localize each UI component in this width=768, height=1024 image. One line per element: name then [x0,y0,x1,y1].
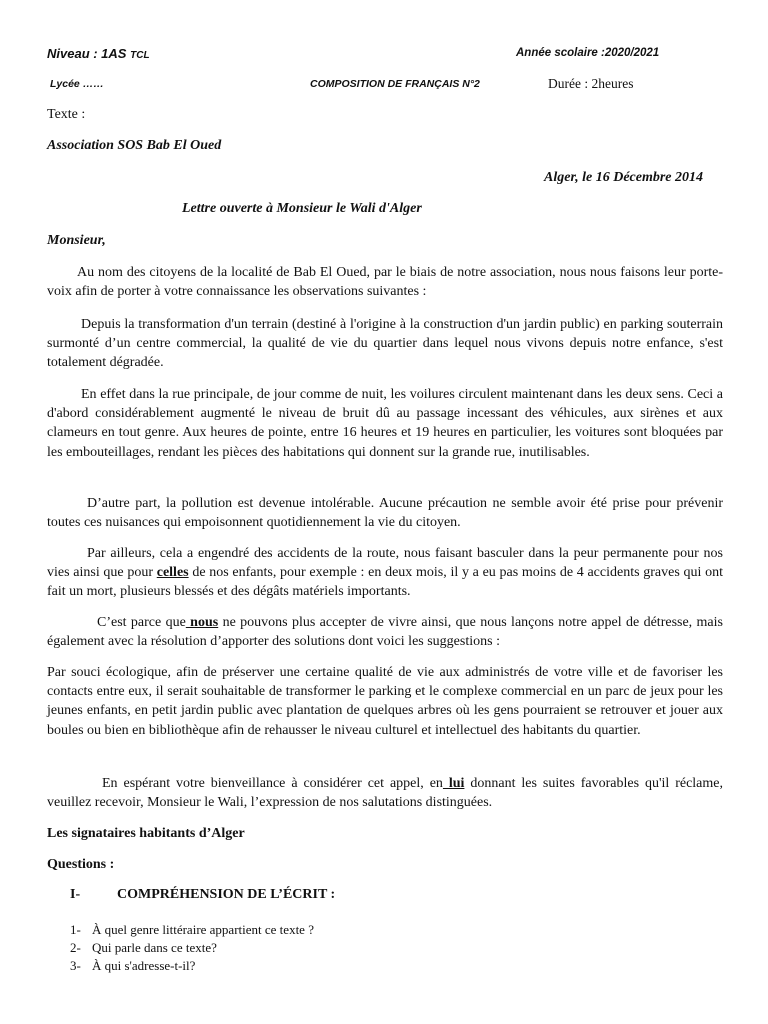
salutation: Monsieur, [47,233,106,248]
question-number: 3- [70,958,81,973]
composition-title: COMPOSITION DE FRANÇAIS N°2 [310,78,480,90]
question-text: À quel genre littéraire appartient ce texte ? [92,922,314,937]
paragraph-7: Par souci écologique, afin de préserver une certaine qualité de vie aux administrés de votre ville et de favoriser les contacts entre eux, il serait souhaitable de transformer le parking et le complexe commercial en un parc de jeux pour les jeunes enfants, en petit jardin public avec plantation de quelques arbres où les gens pourraient se retrouver et jouer aux boules ou bien en bibliothèque afin de rehausser le niveau culturel et intellectuel des habitants du quartier. [47,665,723,738]
paragraph-6-underlined: nous [185,615,219,630]
question-text: À qui s'adresse-t-il? [92,958,196,973]
paragraph-8 [47,774,723,812]
question-text: Qui parle dans ce texte? [92,940,217,955]
paragraph-5-text-a: Par ailleurs, cela a engendré des accidents de la route, nous faisant basculer dans la peur permanente pour nos vies ainsi que pour [47,546,723,581]
question-number: 2- [70,940,81,955]
paragraph-6-text-a: C’est parce que [97,615,186,630]
section-number: I- [70,887,81,902]
question-number: 1- [70,922,81,937]
paragraph-2: Depuis la transformation d'un terrain (destiné à l'origine à la construction d'un jardin public) en parking souterrain surmonté d’un centre commercial, la qualité de vie du quartier dans lequel nous vivons depuis notre enfance, s'est totalement dégradée. [47,317,723,371]
paragraph-8-underlined: lui [442,776,465,791]
paragraph-8-text-a: En espérant votre bienveillance à considérer cet appel, en [102,776,443,791]
duration: Durée : 2heures [548,76,634,91]
niveau-text: Niveau : 1AS [47,46,127,61]
letter-title: Lettre ouverte à Monsieur le Wali d'Alger [182,201,422,216]
association-name: Association SOS Bab El Oued [47,138,222,153]
niveau-suffix: TCL [130,50,150,61]
paragraph-3: En effet dans la rue principale, de jour comme de nuit, les voilures circulent maintenant dans les deux sens. Ceci a d'abord considérablement augmenté le niveau de bruit dû au passage incessant des véhicules, aux sirènes et aux clameurs en tout genre. Aux heures de pointe, entre 16 heures et 19 heures en particulier, les voitures sont bloquées par les embouteillages, rendant les pièces des habitations qui donnent sur la grande rue, inutilisables. [47,387,723,460]
texte-label: Texte : [47,107,86,122]
niveau-label [47,46,150,61]
paragraph-8-text-b: donnant les suites favorables qu'il réclame, veuillez recevoir, Monsieur le Wali, l’expression de nos salutations distinguées. [47,776,723,811]
paragraph-5-underlined: celles [156,565,189,581]
letter-date: Alger, le 16 Décembre 2014 [544,170,704,185]
school-year: Année scolaire :2020/2021 [516,47,660,59]
paragraph-6 [47,613,723,651]
paragraph-4: D’autre part, la pollution est devenue intolérable. Aucune précaution ne semble avoir été prise pour prévenir toutes ces nuisances qui empoisonnent quotidiennement la vie du citoyen. [47,496,723,531]
section-title: COMPRÉHENSION DE L’ÉCRIT : [117,887,336,902]
signatories: Les signataires habitants d’Alger [47,826,245,841]
paragraph-5 [47,544,723,602]
questions-label: Questions : [47,857,115,872]
paragraph-5-text-b: de nos enfants, pour exemple : en deux mois, il y a eu pas moins de 4 accidents graves qui ont fait un mort, plusieurs blessés et des dégâts matériels importants. [47,565,724,600]
lycee-label: Lycée …… [50,78,104,90]
paragraph-1: Au nom des citoyens de la localité de Bab El Oued, par le biais de notre association, nous nous faisons leur porte-voix afin de porter à votre connaissance les observations suivantes : [47,265,723,300]
paragraph-6-text-b: ne pouvons plus accepter de vivre ainsi, que nous lançons notre appel de détresse, mais également avec la résolution d’apporter des solutions dont voici les suggestions : [47,615,723,650]
